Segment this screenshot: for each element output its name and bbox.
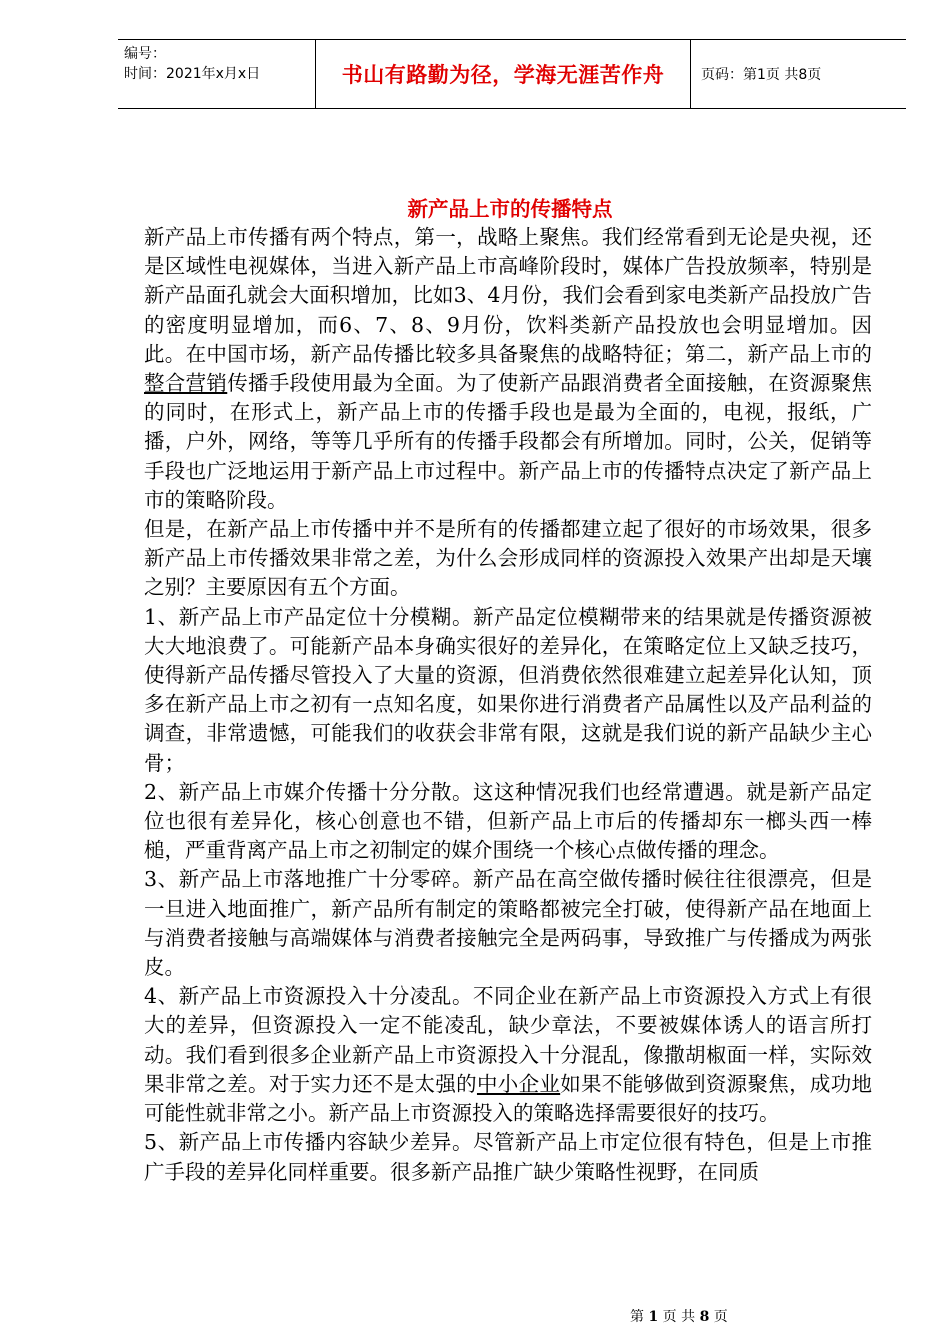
paragraph-1-text-a: 新产品上市传播有两个特点，第一，战略上聚焦。我们经常看到无论是央视，还是区域性电视媒体，当进入新产品上市高峰阶段时，媒体广告投放频率，特别是新产品面孔就会大面积增加，比如3、4月份，我们会看到家电类新产品投放广告的密度明显增加，而6、7、8、9月份，饮料类新产品投放也会明显增加。因此。在中国市场，新产品传播比较多具备聚焦的战略特征；第二，新产品上市的 bbox=[144, 225, 872, 366]
paragraph-6-text-a: 4、新产品上市资源投入十分凌乱。不同企业在新产品上市资源投入方式上有很大的差异，但资源投入一定不能凌乱，缺少章法，不要被媒体诱人的语言所打动。我们看到很多企业新产品上市资源投入十分混乱，像撒胡椒面一样，实际效果非常之差。对于实力还不是太强的 bbox=[144, 984, 872, 1096]
footer-page-number: 1 bbox=[648, 1309, 659, 1325]
paragraph-7: 5、新产品上市传播内容缺少差异。尽管新产品上市定位很有特色，但是上市推广手段的差异化同样重要。很多新产品推广缺少策略性视野，在同质 bbox=[144, 1130, 872, 1184]
footer-prefix: 第 bbox=[630, 1309, 649, 1325]
paragraph-6-text-b: 如果不能够做到资源聚焦，成功地可能性就非常之小。新产品上市资源投入的策略选择需要很好的技巧。 bbox=[144, 1071, 873, 1126]
paragraph-3: 1、新产品上市产品定位十分模糊。新产品定位模糊带来的结果就是传播资源被大大地浪费了。可能新产品本身确实很好的差异化，在策略定位上又缺乏技巧，使得新产品传播尽管投入了大量的资源，但消费依然很难建立起差异化认知，顶多在新产品上市之初有一点知名度，如果你进行消费者产品属性以及产品利益的调查，非常遗憾，可能我们的收获会非常有限，这就是我们说的新产品缺少主心骨； bbox=[144, 604, 872, 775]
document-header bbox=[118, 39, 906, 109]
header-meta bbox=[118, 40, 316, 108]
document-time-label: 时间：2021年x月x日 bbox=[124, 66, 261, 82]
paragraph-1 bbox=[144, 223, 872, 515]
paragraph-1-text-b: 传播手段使用最为全面。为了使新产品跟消费者全面接触，在资源聚焦的同时，在形式上，新产品上市的传播手段也是最为全面的，电视，报纸，广播，户外，网络，等等几乎所有的传播手段都会有所增加。同时，公关，促销等手段也广泛地运用于新产品上市过程中。新产品上市的传播特点决定了新产品上市的策略阶段。 bbox=[144, 371, 873, 512]
header-motto: 书山有路勤为径，学海无涯苦作舟 bbox=[316, 40, 691, 108]
paragraph-6 bbox=[144, 982, 872, 1128]
header-page-label: 页码：第1页 共8页 bbox=[701, 67, 822, 83]
article-body bbox=[144, 223, 872, 1187]
article-title: 新产品上市的传播特点 bbox=[407, 197, 613, 221]
page-footer bbox=[630, 1306, 728, 1326]
document-number-label: 编号： bbox=[124, 46, 166, 62]
paragraph-2: 但是，在新产品上市传播中并不是所有的传播都建立起了很好的市场效果，很多新产品上市传播效果非常之差，为什么会形成同样的资源投入效果产出却是天壤之别？主要原因有五个方面。 bbox=[144, 517, 872, 600]
link-sme[interactable]: 中小企业 bbox=[476, 1071, 561, 1096]
link-integrated-marketing[interactable]: 整合营销 bbox=[144, 371, 228, 396]
paragraph-4: 2、新产品上市媒介传播十分分散。这这种情况我们也经常遭遇。就是新产品定位也很有差异化，核心创意也不错，但新产品上市后的传播却东一榔头西一棒槌，严重背离产品上市之初制定的媒介围绕一个核心点做传播的理念。 bbox=[144, 779, 872, 863]
footer-middle: 页 共 bbox=[658, 1309, 700, 1325]
footer-suffix: 页 bbox=[709, 1309, 728, 1325]
paragraph-5: 3、新产品上市落地推广十分零碎。新产品在高空做传播时候往往很漂亮，但是一旦进入地面推广，新产品所有制定的策略都被完全打破，使得新产品在地面上与消费者接触与高端媒体与消费者接触完全是两码事，导致推广与传播成为两张皮。 bbox=[144, 867, 872, 980]
footer-total-pages: 8 bbox=[699, 1309, 710, 1325]
